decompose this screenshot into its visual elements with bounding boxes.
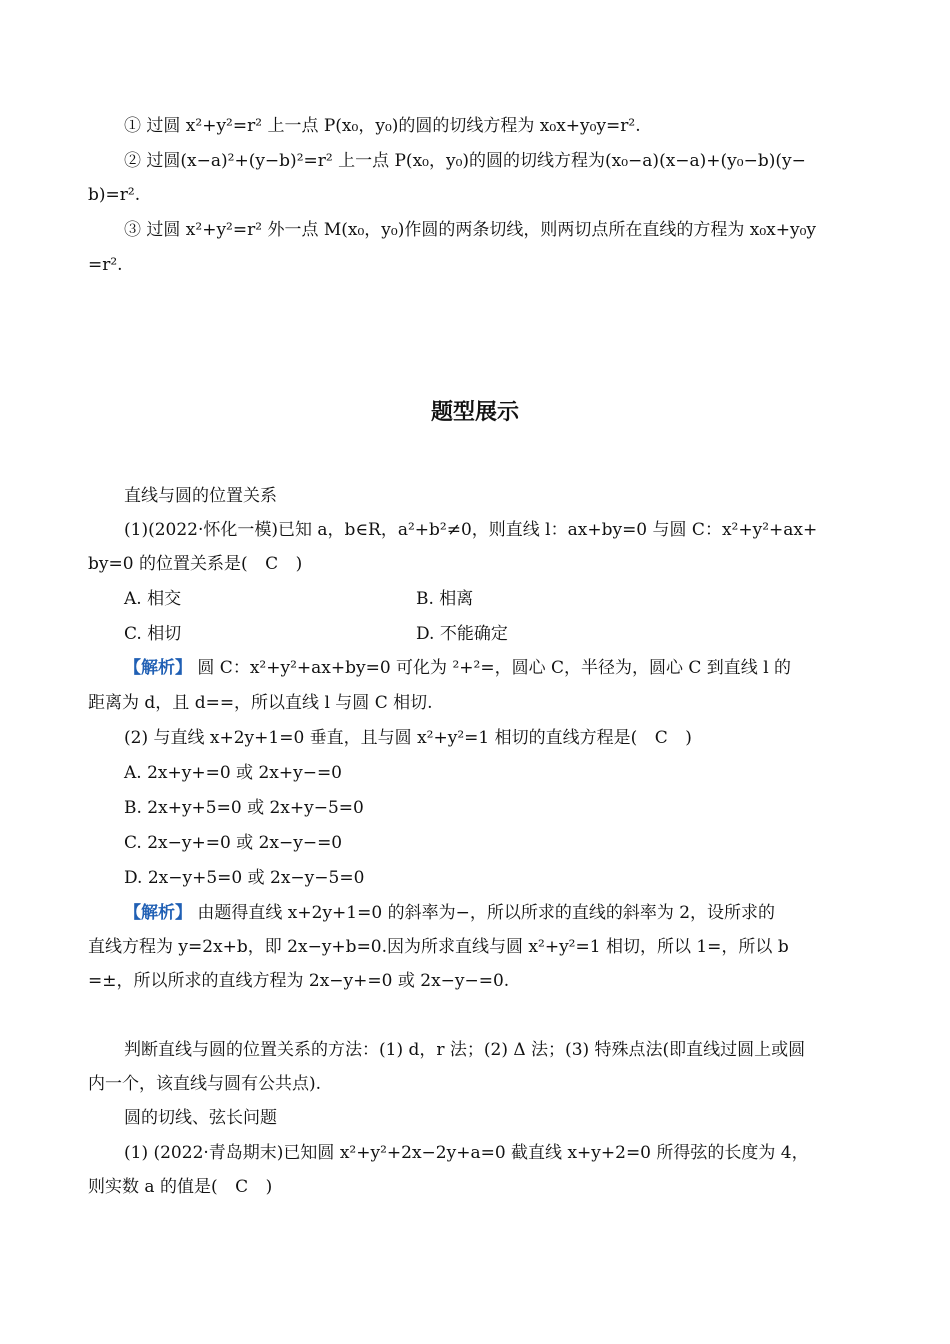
analysis-1-line-2: 距离为 d，且 d==，所以直线 l 与圆 C 相切. (88, 693, 433, 713)
method-line-2: 内一个，该直线与圆有公共点). (88, 1074, 322, 1094)
option-a: A. 相交 (124, 589, 182, 609)
question-1-stem-text: by=0 的位置关系是( (88, 554, 248, 574)
topic-2-heading: 圆的切线、弦长问题 (124, 1108, 277, 1128)
analysis-label: 【解析】 (124, 903, 192, 923)
question-1-stem-line-1: (1)(2022·怀化一模)已知 a，b∈R，a²+b²≠0，则直线 l：ax+by=0 与圆 C：x²+y²+ax+ (124, 520, 818, 540)
analysis-text: 圆 C：x²+y²+ax+by=0 可化为 ²+²=，圆心 C，半径为，圆心 C 到直线 l 的 (197, 658, 792, 678)
analysis-text: 由题得直线 x+2y+1=0 的斜率为−，所以所求的直线的斜率为 2，设所求的 (197, 903, 776, 923)
topic-2-question-1-text: 则实数 a 的值是( (88, 1177, 218, 1197)
section-title: 题型展示 (430, 400, 519, 425)
analysis-2-line-3: =±，所以所求的直线方程为 2x−y+=0 或 2x−y−=0. (88, 971, 510, 991)
question-2-option-d: D. 2x−y+5=0 或 2x−y−5=0 (124, 868, 365, 888)
formula-2-line-1: ② 过圆(x−a)²+(y−b)²=r² 上一点 P(x₀，y₀)的圆的切线方程为(x₀−a)(x−a)+(y₀−b)(y− (124, 151, 806, 171)
topic-1-heading: 直线与圆的位置关系 (124, 486, 277, 506)
question-2-option-c: C. 2x−y+=0 或 2x−y−=0 (124, 833, 343, 853)
question-1-stem-line-2 (88, 552, 863, 576)
question-2-option-a: A. 2x+y+=0 或 2x+y−=0 (124, 763, 343, 783)
question-2-stem (124, 726, 863, 750)
option-c: C. 相切 (124, 624, 182, 644)
option-d: D. 不能确定 (416, 624, 508, 644)
topic-2-question-1-close: ) (265, 1177, 273, 1197)
formula-2-line-2: b)=r². (88, 185, 141, 205)
question-2-option-b: B. 2x+y+5=0 或 2x+y−5=0 (124, 798, 364, 818)
question-2-answer: C (654, 728, 668, 748)
question-1-answer: C (265, 554, 279, 574)
topic-2-question-1-answer: C (235, 1177, 249, 1197)
formula-3-line-1: ③ 过圆 x²+y²=r² 外一点 M(x₀，y₀)作圆的两条切线，则两切点所在直线的方程为 x₀x+y₀y (124, 220, 817, 240)
method-line-1: 判断直线与圆的位置关系的方法：(1) d，r 法；(2) Δ 法；(3) 特殊点法(即直线过圆上或圆 (124, 1040, 806, 1060)
analysis-label: 【解析】 (124, 658, 192, 678)
question-2-stem-text: (2) 与直线 x+2y+1=0 垂直，且与圆 x²+y²=1 相切的直线方程是( (124, 728, 638, 748)
analysis-1-line-1 (124, 656, 863, 680)
topic-2-question-1-line-1: (1) (2022·青岛期末)已知圆 x²+y²+2x−2y+a=0 截直线 x+y+2=0 所得弦的长度为 4， (124, 1143, 809, 1163)
analysis-2-line-2: 直线方程为 y=2x+b，即 2x−y+b=0.因为所求直线与圆 x²+y²=1 相切，所以 1=，所以 b (88, 937, 789, 957)
formula-3-line-2: =r². (88, 255, 123, 275)
question-1-stem-close: ) (295, 554, 303, 574)
topic-2-question-1-line-2 (88, 1175, 863, 1199)
formula-1: ① 过圆 x²+y²=r² 上一点 P(x₀，y₀)的圆的切线方程为 x₀x+y₀y=r². (124, 116, 641, 136)
question-2-stem-close: ) (685, 728, 692, 748)
analysis-2-line-1 (124, 901, 863, 925)
option-b: B. 相离 (416, 589, 474, 609)
